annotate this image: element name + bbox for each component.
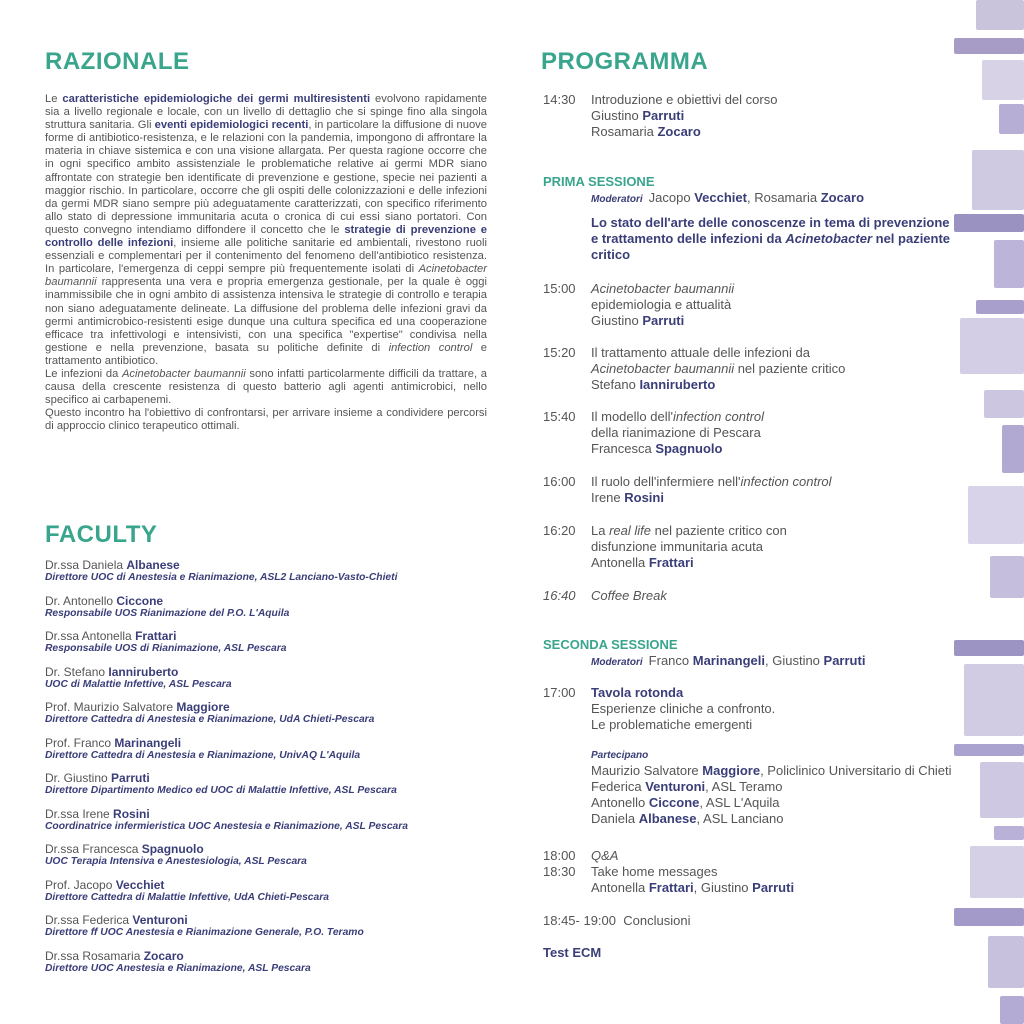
- faculty-name: Prof. Maurizio Salvatore Maggiore: [45, 700, 230, 714]
- program-time: 18:30: [543, 864, 576, 879]
- programma-title: PROGRAMMA: [541, 48, 709, 75]
- faculty-member: [45, 842, 487, 869]
- faculty-member: [45, 949, 487, 976]
- faculty-name: Dr.ssa Federica Venturoni: [45, 913, 188, 927]
- faculty-role: Responsabile UOS Rianimazione del P.O. L'Aquila: [45, 607, 290, 619]
- faculty-member: [45, 736, 487, 763]
- participant: Maurizio Salvatore Maggiore, Policlinico Universitario di Chieti: [591, 763, 952, 778]
- session-2-moderators: Moderatori Franco Marinangeli, Giustino Parruti: [591, 653, 866, 668]
- speaker: Giustino Parruti: [591, 313, 685, 328]
- program-time: 18:45- 19:00: [543, 913, 617, 928]
- speaker: Stefano Iannirubert​o: [591, 377, 716, 392]
- faculty-name: Dr. Antonello Ciccone: [45, 593, 164, 608]
- faculty-list: [45, 558, 487, 984]
- faculty-role: Direttore Cattedra di Anestesia e Rianimazione, UdA Chieti-Pescara: [45, 714, 375, 725]
- program-time: 18:00: [543, 848, 576, 863]
- session-1-title: PRIMA SESSIONE: [543, 174, 655, 189]
- program-time: 15:40: [543, 409, 576, 424]
- participant: Daniela Albanese, ASL Lanciano: [591, 811, 784, 826]
- program-time: 14:30: [543, 92, 576, 107]
- program-time: 15:20: [543, 345, 576, 360]
- speaker: Antonella Frattari: [591, 555, 694, 570]
- faculty-member: [45, 558, 487, 585]
- razionale-title: RAZIONALE: [45, 48, 190, 75]
- test-ecm: Test ECM: [543, 945, 602, 960]
- speaker: Antonella Frattari, Giustino Parruti: [591, 880, 795, 895]
- speaker: Francesca Spagnuolo: [591, 441, 723, 456]
- faculty-name: Dr. Giustino Parruti: [45, 771, 150, 785]
- faculty-role: Coordinatrice infermieristica UOC Anestesia e Rianimazione, ASL Pescara: [45, 820, 409, 832]
- program-time: 16:20: [543, 523, 576, 538]
- speaker: Rosamaria Zocaro: [591, 124, 701, 139]
- participant: Federica Venturoni, ASL Teramo: [591, 779, 783, 794]
- faculty-name: Dr.ssa Francesca Spagnuolo: [45, 842, 204, 856]
- faculty-role: Direttore ff UOC Anestesia e Rianimazione Generale, P.O. Teramo: [45, 927, 364, 938]
- session-1-topic: Lo stato dell'arte delle conoscenze in tema di prevenzione e trattamento delle infezioni da Acinetobacter nel paziente critico: [591, 215, 951, 262]
- faculty-member: [45, 594, 487, 621]
- faculty-role: Responsabile UOS di Rianimazione, ASL Pescara: [45, 643, 287, 654]
- faculty-member: [45, 807, 487, 834]
- program-time: 15:00: [543, 281, 576, 296]
- faculty-role: UOC di Malattie Infettive, ASL Pescara: [45, 678, 232, 690]
- razionale-paragraph-2: Le infezioni da Acinetobacter baumannii sono infatti particolarmente difficili da trattare, a causa della crescente resistenza di questo batterio agli agenti antimicrobici, nello specifico ai carbapenemi.: [45, 367, 488, 407]
- faculty-member: [45, 629, 487, 656]
- faculty-name: Dr. Stefano Ianniruberto: [45, 664, 179, 679]
- faculty-role: Direttore Cattedra di Malattie Infettive, UdA Chieti-Pescara: [45, 891, 329, 903]
- faculty-role: Direttore UOC di Anestesia e Rianimazione, ASL2 Lanciano-Vasto-Chieti: [45, 572, 398, 583]
- faculty-name: Prof. Franco Marinangeli: [45, 735, 182, 750]
- razionale-paragraph-3: Questo incontro ha l'obiettivo di confrontarsi, per arrivare insieme a condividere percorsi di approccio clinico terapeutico ottimali.: [45, 407, 487, 433]
- speaker: Giustino Parruti: [591, 108, 685, 123]
- program-time: 17:00: [543, 685, 576, 700]
- faculty-member: [45, 771, 487, 798]
- faculty-member: [45, 913, 487, 940]
- faculty-role: UOC Terapia Intensiva e Anestesiologia, ASL Pescara: [45, 856, 307, 867]
- faculty-title: FACULTY: [45, 521, 158, 548]
- session-2-title: SECONDA SESSIONE: [543, 637, 678, 652]
- faculty-role: Direttore UOC Anestesia e Rianimazione, ASL Pescara: [45, 962, 311, 974]
- faculty-member: [45, 665, 487, 692]
- faculty-name: Prof. Jacopo Vecchiet: [45, 877, 165, 892]
- program-time: 16:00: [543, 474, 576, 489]
- program-title: Introduzione e obiettivi del corso: [591, 92, 778, 107]
- faculty-member: [45, 700, 487, 727]
- faculty-role: Direttore Dipartimento Medico ed UOC di Malattie Infettive, ASL Pescara: [45, 785, 397, 796]
- faculty-name: Dr.ssa Antonella Frattari: [45, 629, 177, 643]
- faculty-name: Dr.ssa Irene Rosini: [45, 806, 150, 821]
- participant: Antonello Ciccone, ASL L'Aquila: [591, 795, 780, 810]
- session-1-moderators: Moderatori Jacopo Vecchiet, Rosamaria Zocaro: [591, 190, 865, 205]
- participants-label: Partecipano: [591, 750, 649, 761]
- faculty-member: [45, 878, 487, 905]
- speaker: Irene Rosini: [591, 490, 664, 505]
- faculty-role: Direttore Cattedra di Anestesia e Rianimazione, UnivAQ L'Aquila: [45, 749, 361, 761]
- faculty-name: Dr.ssa Daniela Albanese: [45, 558, 180, 572]
- program-item-conclusioni: 18:45- 19:00 Conclusioni: [543, 913, 691, 928]
- faculty-name: Dr.ssa Rosamaria Zocaro: [45, 948, 184, 963]
- razionale-paragraph-1: Le caratteristiche epidemiologiche dei germi multiresistenti evolvono rapidamente sia a livello regionale e locale, con un livello di dettaglio che si spinge fino alla singola struttura sanitaria. Gli eventi epidemiologici recenti, in particolare la diffusione di nuove forme di antibiotico-resistenza, e le relazioni con la pandemia, impongono di affrontare la materia in chiave sistemica e con una visione allargata. Per questa ragione occorre che in ogni specifico ambito assistenziale le problematiche relative ai germi MDR siano affrontate con strategie ben identificate di prevenzione e gestione, specie nei pazienti a maggior rischio. In particolare, occorre che gli ospiti delle colonizzazioni e delle infezioni da germi MDR siano sempre più adeguatamente caratterizzati, con specifico riferimento allo stato di depressione immunitaria acuta o cronica di cui essi siano portatori. Con questo convegno intendiamo diffondere il concetto che le strategie di prevenzione e controllo delle infezioni, insieme alle politiche sanitarie ed ambientali, rivestono ruoli essenziali e complementari per il contenimento del fenomeno dell'antibiotico resistenza. In particolare, l'emergenza di ceppi sempre più frequentemente isolati di Acinetobacter baumannii rappresenta una vera e propria emergenza gestionale, per la quale è oggi inammissibile che in ogni ambito di assistenza intensiva le strategie di controllo e terapia non siano adeguatamente delineate. La diffusione del problema delle infezioni gravi da germi antimicrobico-resistenti esige dunque una cultura specifica ed una cooperazione efficace tra infettivologi e intensivisti, con una specifica "expertise" condivisa nella gestione e nella prevenzione, basata su politiche definite di infection control e trattamento antibiotico.: [45, 93, 487, 367]
- program-time: 16:40: [543, 588, 576, 603]
- razionale-text: [45, 93, 487, 433]
